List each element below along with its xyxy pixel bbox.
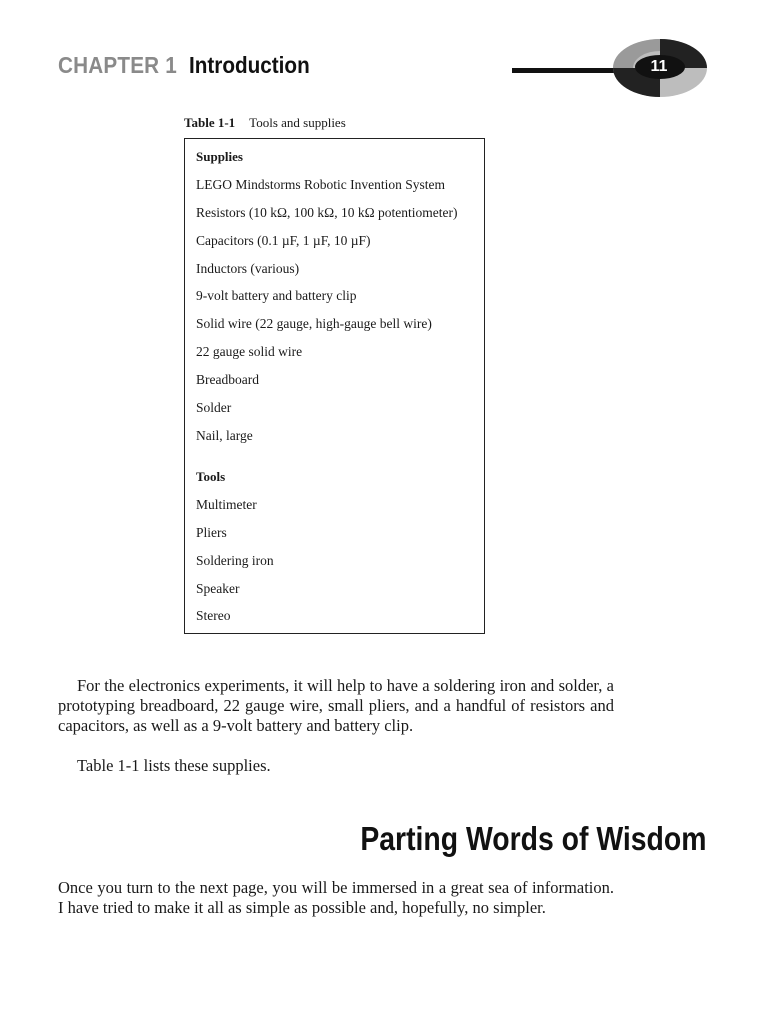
tool-item: Stereo: [196, 608, 231, 623]
chapter-title: Introduction: [189, 52, 310, 78]
tool-item: Speaker: [196, 581, 240, 596]
supply-item: Breadboard: [196, 372, 259, 387]
chapter-label: CHAPTER 1: [58, 52, 177, 78]
table-caption: [184, 115, 346, 131]
table-caption-number: Table 1-1: [184, 115, 236, 130]
supply-item: Capacitors (0.1 µF, 1 µF, 10 µF): [196, 233, 371, 248]
body-paragraph: Once you turn to the next page, you will be immersed in a great sea of information. I have tried to make it all as simple as possible and, hopefully, no simpler.: [58, 878, 614, 917]
tool-item: Soldering iron: [196, 553, 274, 568]
body-paragraph: Table 1-1 lists these supplies.: [77, 756, 271, 775]
supply-item: 22 gauge solid wire: [196, 344, 303, 359]
supplies-heading: Supplies: [196, 149, 243, 164]
page-number: 11: [650, 58, 668, 75]
page-header: [0, 0, 762, 110]
table-caption-text: Tools and supplies: [249, 115, 346, 130]
supply-item: Nail, large: [196, 428, 253, 443]
supply-item: LEGO Mindstorms Robotic Invention System: [196, 177, 445, 192]
supply-item: Inductors (various): [196, 261, 300, 276]
body-paragraph: For the electronics experiments, it will help to have a soldering iron and solder, a prototyping breadboard, 22 gauge wire, small pliers, and a handful of resistors and capacitors, as well as a 9-volt battery and battery clip.: [58, 676, 614, 735]
tools-supplies-table: [184, 138, 485, 634]
supply-item: Solder: [196, 400, 232, 415]
supply-item: Solid wire (22 gauge, high-gauge bell wire): [196, 316, 432, 331]
supply-item: 9-volt battery and battery clip: [196, 288, 357, 303]
tool-item: Pliers: [196, 525, 227, 540]
section-heading: Parting Words of Wisdom: [359, 820, 706, 857]
supply-item: Resistors (10 kΩ, 100 kΩ, 10 kΩ potentiometer): [196, 205, 458, 220]
tool-item: Multimeter: [196, 497, 257, 512]
tools-heading: Tools: [196, 469, 226, 484]
